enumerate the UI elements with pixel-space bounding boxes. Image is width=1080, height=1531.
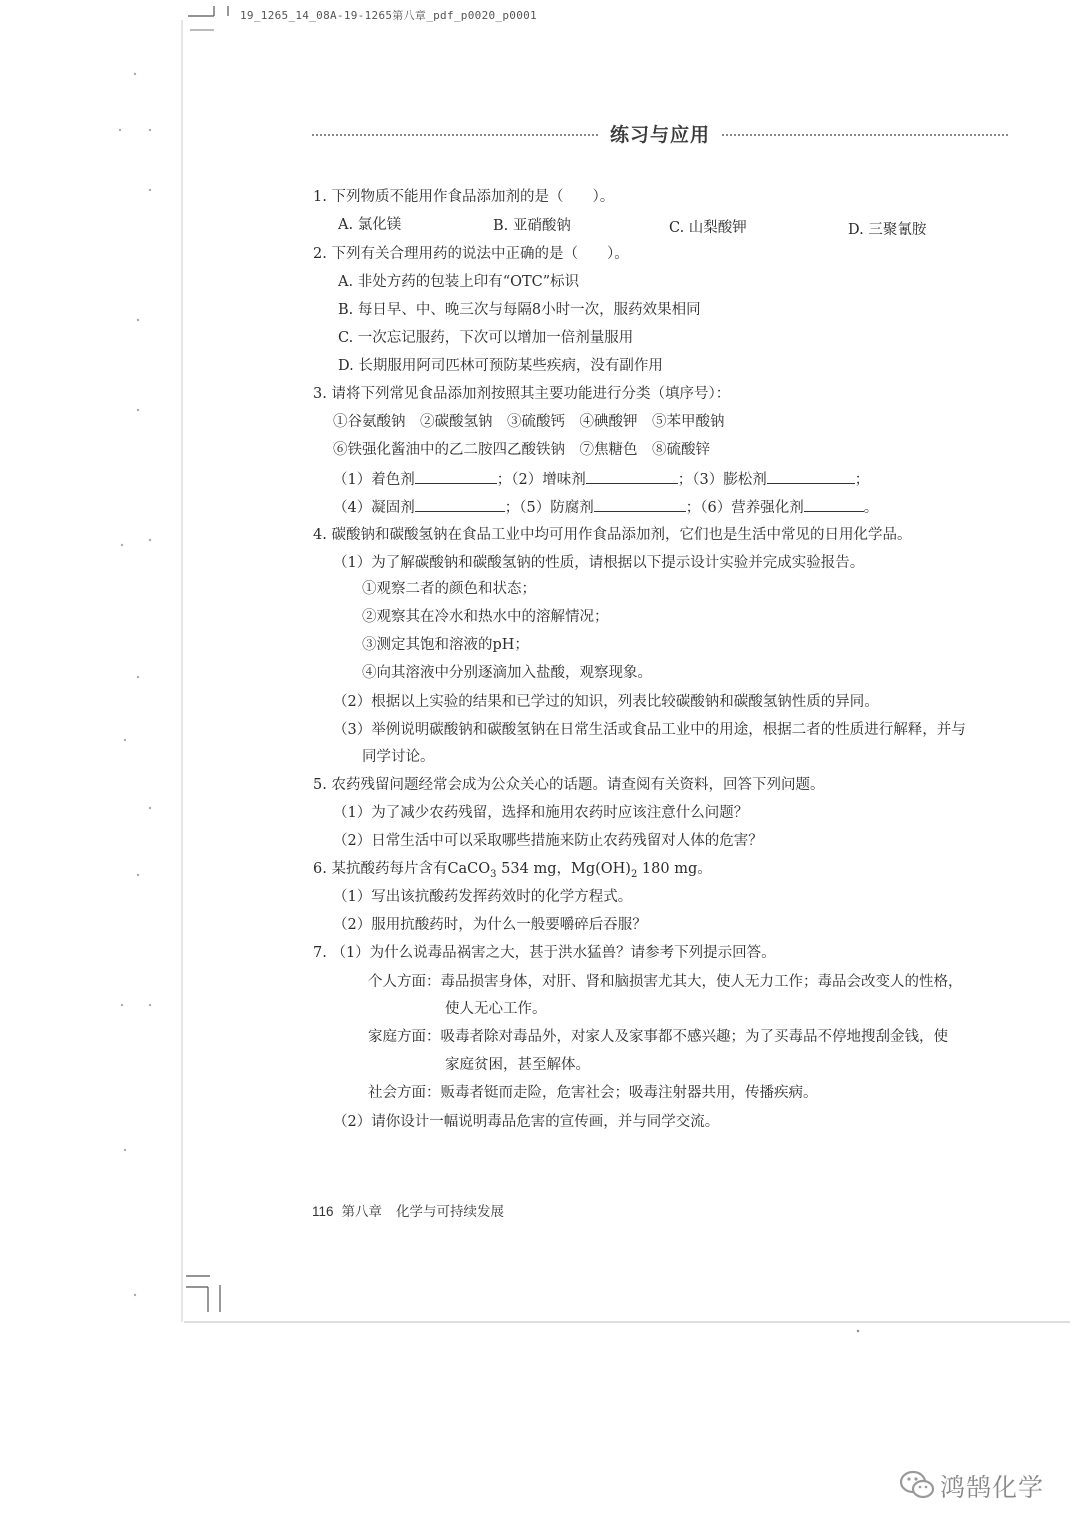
q3-fill-line-1 bbox=[333, 469, 869, 489]
page-number: 116 bbox=[312, 1204, 334, 1219]
q1-option-c: C. 山梨酸钾 bbox=[669, 220, 747, 236]
heading-dotted-rule-right bbox=[722, 134, 1008, 136]
q3-leavening-blank[interactable] bbox=[767, 469, 855, 484]
q3-items-line-1: ①谷氨酸钠 ②碳酸氢钠 ③硫酸钙 ④碘酸钾 ⑤苯甲酸钠 bbox=[333, 414, 725, 430]
q6-text-c: 180 mg。 bbox=[637, 861, 712, 877]
q3-fortifier-blank[interactable] bbox=[804, 497, 864, 512]
page-footer bbox=[312, 1200, 504, 1220]
footer-chapter-title: 化学与可持续发展 bbox=[396, 1204, 505, 1220]
q2-option-d: D. 长期服用阿司匹林可预防某些疾病，没有副作用 bbox=[338, 358, 663, 374]
q3-coagulant-blank[interactable] bbox=[415, 497, 505, 512]
q4-hint-3: ③测定其饱和溶液的pH； bbox=[362, 637, 529, 653]
q7-family-cont: 家庭贫困，甚至解体。 bbox=[445, 1057, 590, 1073]
q3-leavening-label: ；（3）膨松剂 bbox=[677, 472, 767, 488]
q3-colorant-blank[interactable] bbox=[415, 469, 497, 484]
q3-coagulant-label: （4）凝固剂 bbox=[333, 500, 415, 516]
question-3: 3. 请将下列常见食品添加剂按照其主要功能进行分类（填序号）： bbox=[313, 386, 731, 402]
q3-line1-end: ； bbox=[854, 472, 870, 488]
q5-part-2: （2）日常生活中可以采取哪些措施来防止农药残留对人体的危害？ bbox=[333, 833, 763, 849]
q6-part-2: （2）服用抗酸药时，为什么一般要嚼碎后吞服？ bbox=[333, 917, 647, 933]
q7-personal-cont: 使人无心工作。 bbox=[445, 1001, 547, 1017]
question-6 bbox=[313, 860, 712, 884]
question-2: 2. 下列有关合理用药的说法中正确的是（ ）。 bbox=[313, 246, 629, 262]
q3-flavor-label: ；（2）增味剂 bbox=[496, 472, 586, 488]
q4-part-3: （3）举例说明碳酸钠和碳酸氢钠在日常生活或食品工业中的用途，根据二者的性质进行解释，并与 bbox=[333, 722, 966, 738]
watermark-text: 鸿鹄化学 bbox=[940, 1473, 1045, 1502]
question-1: 1. 下列物质不能用作食品添加剂的是（ ）。 bbox=[313, 189, 615, 205]
q3-line2-end: 。 bbox=[863, 500, 879, 516]
q5-part-1: （1）为了减少农药残留，选择和施用农药时应该注意什么问题？ bbox=[333, 805, 749, 821]
section-heading bbox=[312, 120, 1008, 150]
q4-part-3-cont: 同学讨论。 bbox=[362, 749, 435, 765]
q3-fill-line-2 bbox=[333, 497, 878, 517]
q3-preservative-blank[interactable] bbox=[594, 497, 686, 512]
section-title: 练习与应用 bbox=[610, 124, 711, 146]
q7-personal: 个人方面：毒品损害身体，对肝、肾和脑损害尤其大，使人无力工作；毒品会改变人的性格， bbox=[368, 974, 963, 990]
q7-part-2: （2）请你设计一幅说明毒品危害的宣传画，并与同学交流。 bbox=[333, 1114, 720, 1130]
footer-chapter: 第八章 bbox=[341, 1204, 383, 1220]
q1-option-a: A. 氯化镁 bbox=[338, 217, 402, 233]
q1-option-b: B. 亚硝酸钠 bbox=[493, 218, 571, 234]
q6-part-1: （1）写出该抗酸药发挥药效时的化学方程式。 bbox=[333, 889, 633, 905]
q3-preservative-label: ；（5）防腐剂 bbox=[504, 500, 594, 516]
q2-option-b: B. 每日早、中、晚三次与每隔8小时一次，服药效果相同 bbox=[338, 302, 701, 318]
question-7: 7. （1）为什么说毒品祸害之大，甚于洪水猛兽？请参考下列提示回答。 bbox=[313, 945, 776, 961]
scan-file-header: 19_1265_14_08A-19-1265第八章_pdf_p0020_p0001 bbox=[240, 9, 537, 22]
question-4: 4. 碳酸钠和碳酸氢钠在食品工业中均可用作食品添加剂，它们也是生活中常见的日用化学品。 bbox=[313, 527, 912, 543]
q6-sub-3: 3 bbox=[490, 868, 497, 880]
question-5: 5. 农药残留问题经常会成为公众关心的话题。请查阅有关资料，回答下列问题。 bbox=[313, 777, 825, 793]
q6-text-b: 534 mg，Mg(OH) bbox=[496, 861, 631, 877]
q3-items-line-2: ⑥铁强化酱油中的乙二胺四乙酸铁钠 ⑦焦糖色 ⑧硫酸锌 bbox=[333, 442, 710, 458]
q3-fortifier-label: ；（6）营养强化剂 bbox=[685, 500, 804, 516]
q4-hint-2: ②观察其在冷水和热水中的溶解情况； bbox=[362, 609, 609, 625]
q6-sub-2: 2 bbox=[630, 868, 638, 880]
heading-dotted-rule-left bbox=[312, 134, 598, 136]
q7-society: 社会方面：贩毒者铤而走险，危害社会；吸毒注射器共用，传播疾病。 bbox=[368, 1085, 818, 1101]
q4-part-1: （1）为了解碳酸钠和碳酸氢钠的性质，请根据以下提示设计实验并完成实验报告。 bbox=[333, 555, 865, 571]
q2-option-a: A. 非处方药的包装上印有“OTC”标识 bbox=[338, 274, 580, 290]
q6-text-a: 6. 某抗酸药每片含有CaCO bbox=[313, 861, 491, 877]
q3-colorant-label: （1）着色剂 bbox=[333, 472, 415, 488]
q4-part-2: （2）根据以上实验的结果和已学过的知识，列表比较碳酸钠和碳酸氢钠性质的异同。 bbox=[333, 694, 879, 710]
q4-hint-1: ①观察二者的颜色和状态； bbox=[362, 581, 536, 597]
q3-flavor-blank[interactable] bbox=[586, 469, 678, 484]
q2-option-c: C. 一次忘记服药，下次可以增加一倍剂量服用 bbox=[338, 330, 634, 346]
q4-hint-4: ④向其溶液中分别逐滴加入盐酸，观察现象。 bbox=[362, 665, 652, 681]
wechat-official-account-icon bbox=[898, 1465, 938, 1505]
q7-family: 家庭方面：吸毒者除对毒品外，对家人及家事都不感兴趣；为了买毒品不停地搜刮金钱，使 bbox=[368, 1029, 948, 1045]
q1-option-d: D. 三聚氰胺 bbox=[848, 222, 927, 238]
